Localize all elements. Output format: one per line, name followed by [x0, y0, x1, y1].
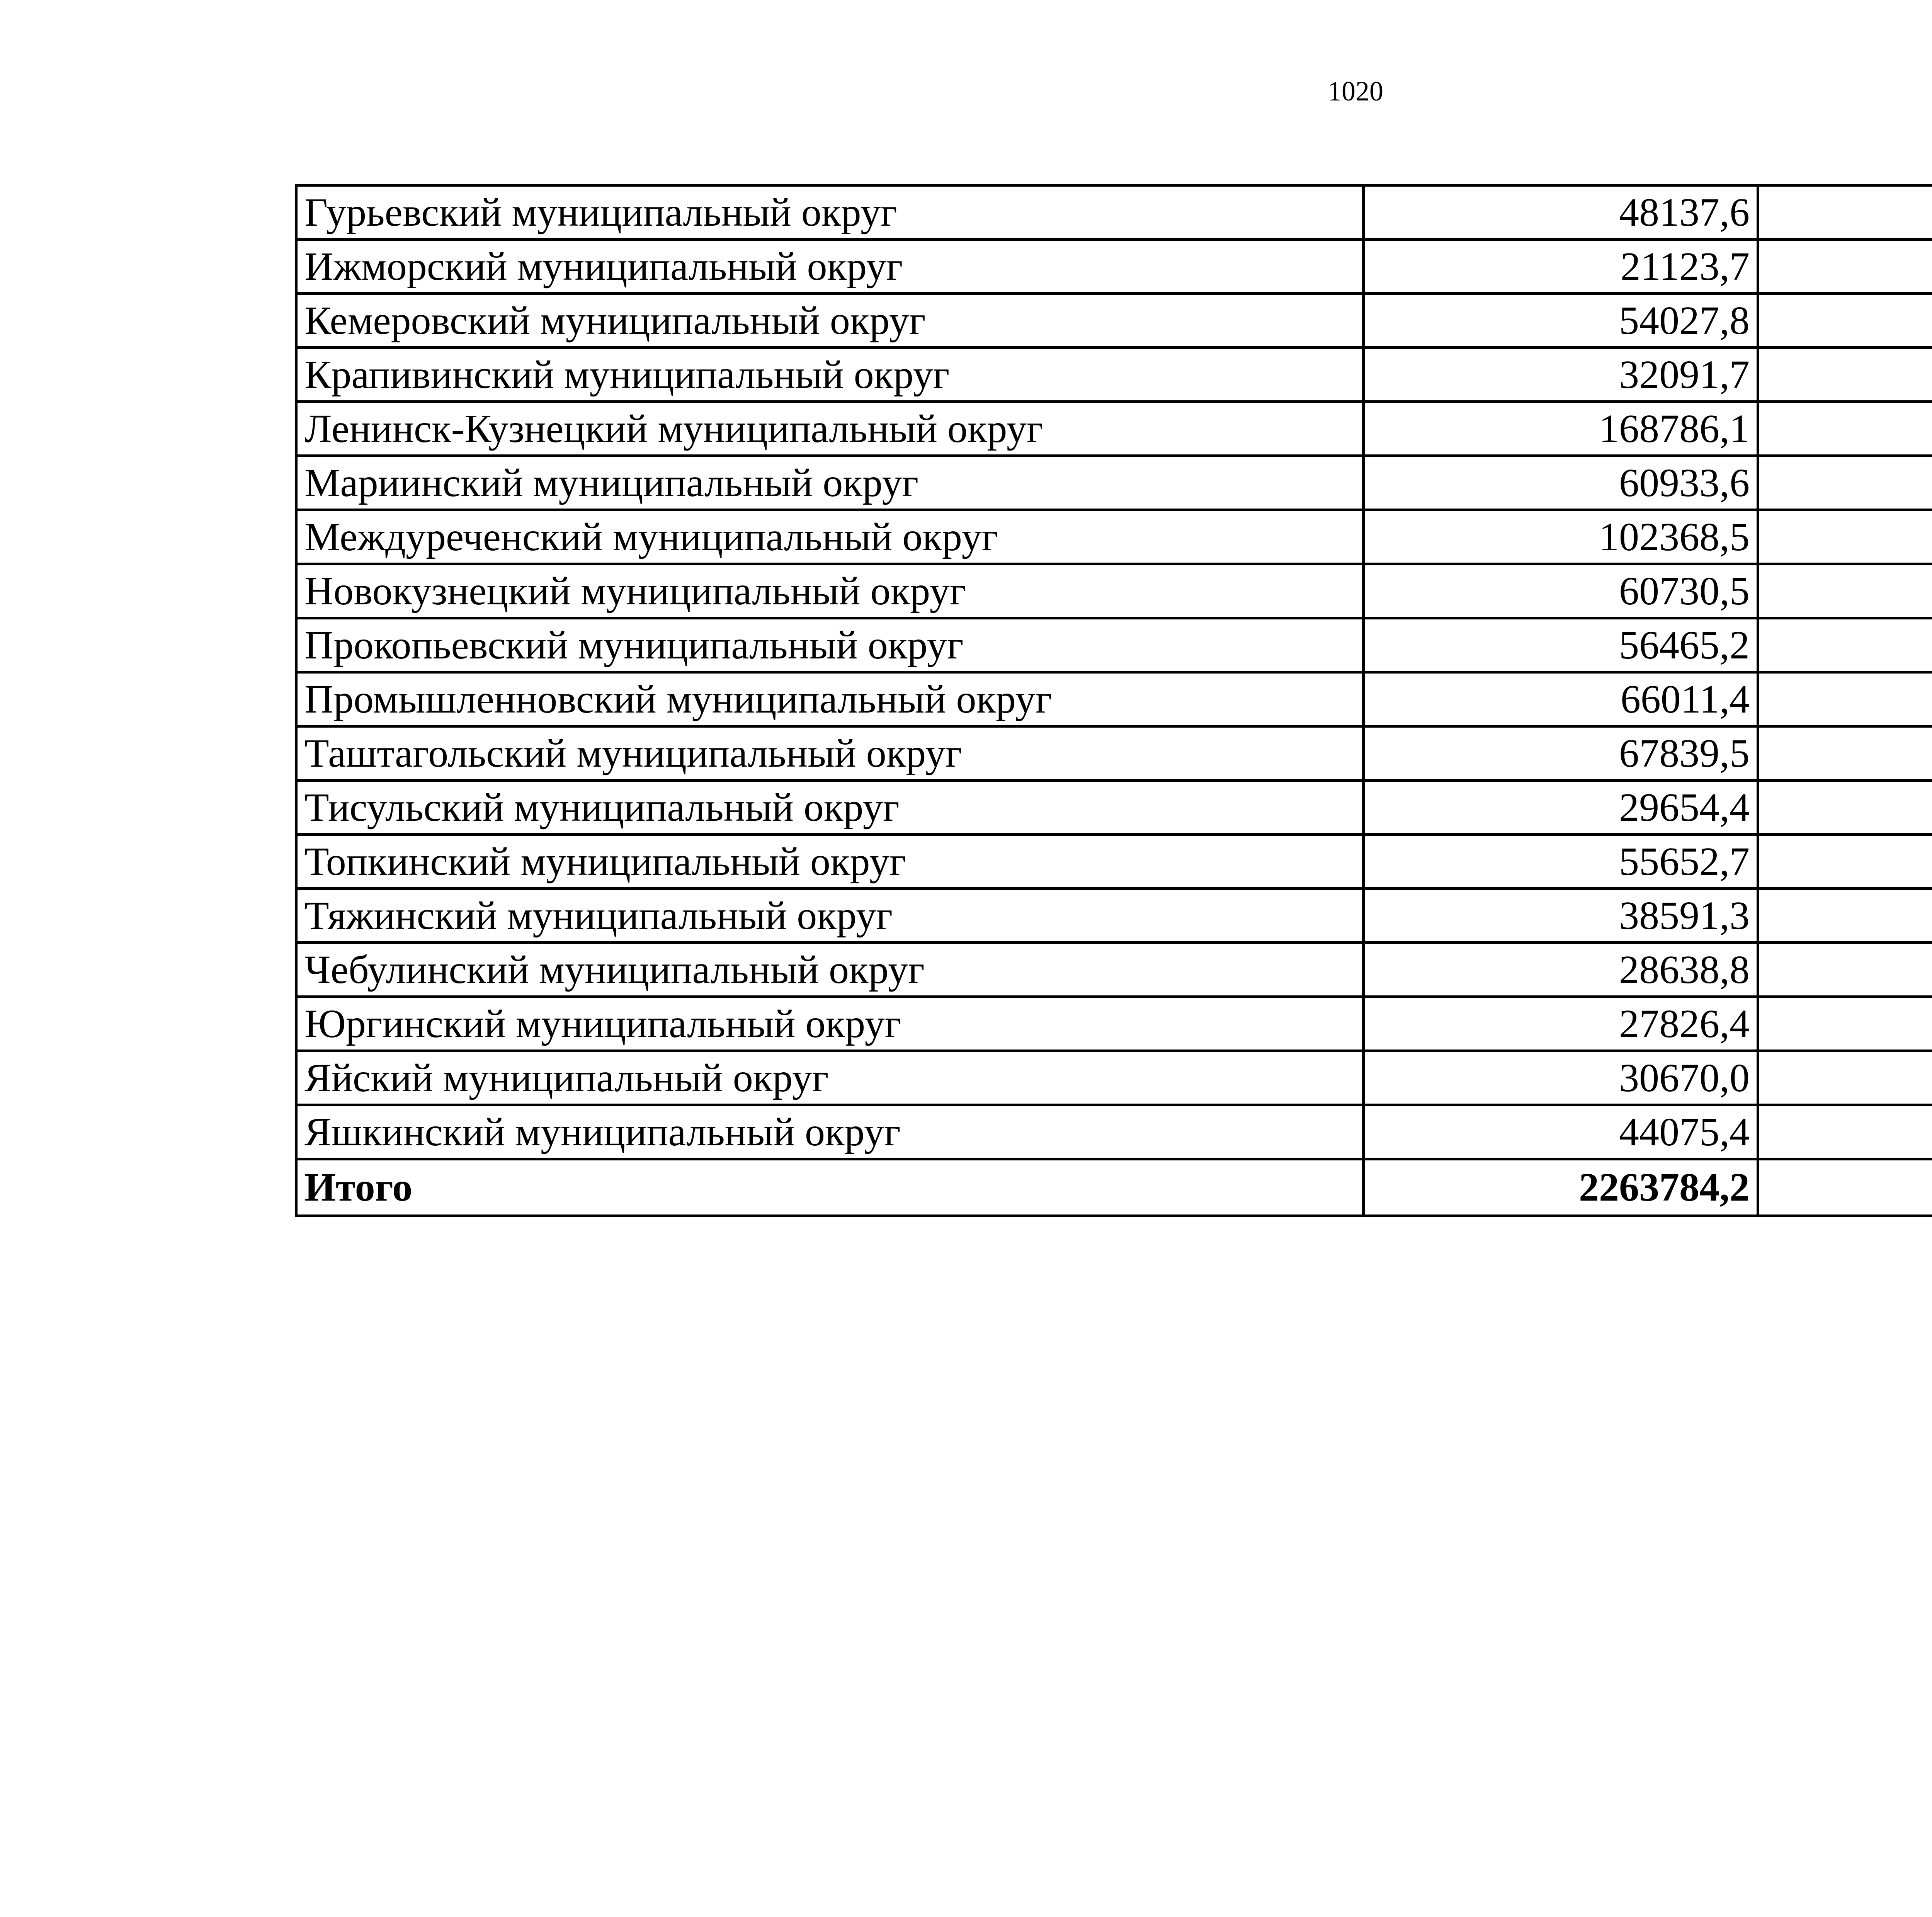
district-name-cell: Тисульский муниципальный округ [296, 781, 1364, 835]
value-cell-1: 27826,4 [1364, 997, 1758, 1051]
value-cell-2 [1758, 943, 1932, 997]
value-cell-2 [1758, 781, 1932, 835]
table-row [296, 781, 1932, 835]
table-row [296, 348, 1932, 402]
district-name-cell: Чебулинский муниципальный округ [296, 943, 1364, 997]
district-name-cell: Гурьевский муниципальный округ [296, 185, 1364, 240]
value-cell-1: 32091,7 [1364, 348, 1758, 402]
value-cell-2 [1758, 889, 1932, 943]
table-row [296, 943, 1932, 997]
table-row [296, 618, 1932, 672]
district-name-cell: Кемеровский муниципальный округ [296, 294, 1364, 348]
total-value-cell-2 [1758, 1159, 1932, 1216]
value-cell-2 [1758, 348, 1932, 402]
district-name-cell: Ижморский муниципальный округ [296, 240, 1364, 294]
table-row [296, 294, 1932, 348]
table-row [296, 240, 1932, 294]
value-cell-2 [1758, 618, 1932, 672]
table-row [296, 1105, 1932, 1159]
value-cell-1: 38591,3 [1364, 889, 1758, 943]
district-name-cell: Яйский муниципальный округ [296, 1051, 1364, 1105]
district-name-cell: Междуреченский муниципальный округ [296, 510, 1364, 564]
table-row [296, 889, 1932, 943]
value-cell-1: 21123,7 [1364, 240, 1758, 294]
value-cell-2 [1758, 240, 1932, 294]
district-name-cell: Тяжинский муниципальный округ [296, 889, 1364, 943]
table-row [296, 997, 1932, 1051]
district-name-cell: Прокопьевский муниципальный округ [296, 618, 1364, 672]
value-cell-1: 54027,8 [1364, 294, 1758, 348]
value-cell-2 [1758, 456, 1932, 510]
value-cell-1: 30670,0 [1364, 1051, 1758, 1105]
value-cell-2 [1758, 294, 1932, 348]
value-cell-1: 102368,5 [1364, 510, 1758, 564]
value-cell-2 [1758, 185, 1932, 240]
total-value-cell-1: 2263784,2 [1364, 1159, 1758, 1216]
value-cell-2 [1758, 997, 1932, 1051]
district-name-cell: Ленинск-Кузнецкий муниципальный округ [296, 402, 1364, 456]
table-row [296, 564, 1932, 618]
table-row [296, 185, 1932, 240]
district-name-cell: Топкинский муниципальный округ [296, 835, 1364, 889]
district-name-cell: Промышленновский муниципальный округ [296, 672, 1364, 726]
value-cell-1: 60933,6 [1364, 456, 1758, 510]
district-name-cell: Юргинский муниципальный округ [296, 997, 1364, 1051]
value-cell-1: 56465,2 [1364, 618, 1758, 672]
table-row [296, 402, 1932, 456]
value-cell-1: 48137,6 [1364, 185, 1758, 240]
value-cell-2 [1758, 1051, 1932, 1105]
district-name-cell: Крапивинский муниципальный округ [296, 348, 1364, 402]
value-cell-1: 29654,4 [1364, 781, 1758, 835]
page-number: 1020 [1328, 76, 1383, 107]
district-name-cell: Новокузнецкий муниципальный округ [296, 564, 1364, 618]
value-cell-1: 168786,1 [1364, 402, 1758, 456]
value-cell-1: 66011,4 [1364, 672, 1758, 726]
table-row [296, 672, 1932, 726]
value-cell-2 [1758, 1105, 1932, 1159]
table-row [296, 456, 1932, 510]
table-row [296, 726, 1932, 781]
total-label-cell: Итого [296, 1159, 1364, 1216]
value-cell-2 [1758, 672, 1932, 726]
value-cell-2 [1758, 564, 1932, 618]
value-cell-1: 55652,7 [1364, 835, 1758, 889]
district-name-cell: Яшкинский муниципальный округ [296, 1105, 1364, 1159]
value-cell-2 [1758, 402, 1932, 456]
table-row [296, 510, 1932, 564]
value-cell-1: 67839,5 [1364, 726, 1758, 781]
district-name-cell: Таштагольский муниципальный округ [296, 726, 1364, 781]
data-table [295, 184, 1932, 1217]
table-row [296, 1051, 1932, 1105]
value-cell-2 [1758, 835, 1932, 889]
value-cell-2 [1758, 510, 1932, 564]
value-cell-1: 60730,5 [1364, 564, 1758, 618]
total-row [296, 1159, 1932, 1216]
value-cell-2 [1758, 726, 1932, 781]
value-cell-1: 44075,4 [1364, 1105, 1758, 1159]
table-body [296, 185, 1932, 1216]
table-row [296, 835, 1932, 889]
district-name-cell: Мариинский муниципальный округ [296, 456, 1364, 510]
value-cell-1: 28638,8 [1364, 943, 1758, 997]
